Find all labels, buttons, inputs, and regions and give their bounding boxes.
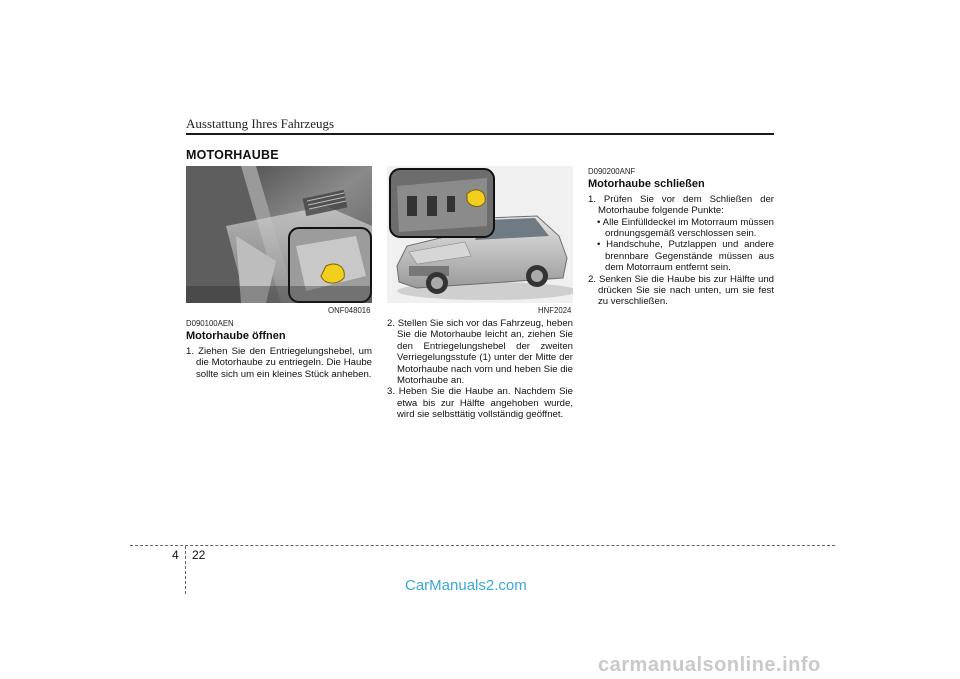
watermark-bottom: carmanualsonline.info: [598, 654, 821, 676]
step-2-close: 2. Senken Sie die Haube bis zur Hälfte und drücken Sie sie nach unten, um sie fest zu verschließen.: [588, 273, 774, 308]
bullet-remove-items: • Handschuhe, Putzlappen und andere brennbare Gegenstände müssen aus dem Motorraum entfernt sein.: [597, 239, 774, 274]
section-title: MOTORHAUBE: [186, 148, 279, 162]
header-rule: [186, 133, 774, 135]
lever-image: [186, 166, 372, 303]
image-label-left: ONF048016: [328, 306, 371, 315]
lever-illustration: [186, 166, 372, 303]
car-image: [387, 166, 573, 303]
column-3: [588, 166, 774, 308]
running-header: Ausstattung Ihres Fahrzeugs: [186, 116, 335, 131]
column-1: [186, 318, 372, 380]
page-number: 22: [192, 548, 206, 562]
footer-rule: [130, 545, 835, 546]
subheading-open-hood: Motorhaube öffnen: [186, 330, 286, 343]
step-3-open: 3. Heben Sie die Haube an. Nachdem Sie etwa bis zur Hälfte angehoben wurde, wird sie selbsttätig vollständig geöffnet.: [387, 386, 573, 421]
step-1-open: 1. Ziehen Sie den Entriegelungshebel, um die Motorhaube zu entriegeln. Die Haube sollte sich um ein kleines Stück anheben.: [186, 345, 372, 380]
chapter-number: 4: [172, 548, 179, 562]
car-illustration: [387, 166, 573, 303]
doc-code: D090100AEN: [186, 319, 234, 328]
image-label-middle: HNF2024: [538, 306, 572, 315]
step-2-open: 2. Stellen Sie sich vor das Fahrzeug, heben Sie die Motorhaube leicht an, ziehen Sie den Entriegelungshebel der zweiten Verriegelungsstufe (1) unter der Mitte der Motorhaube nach vorn und heben Sie die Motorhaube an.: [387, 318, 574, 387]
footer-divider: [185, 546, 186, 594]
subheading-close-hood: Motorhaube schließen: [588, 178, 705, 191]
step-1-close: 1. Prüfen Sie vor dem Schließen der Motorhaube folgende Punkte:: [588, 193, 774, 217]
column-2: [387, 318, 573, 421]
doc-code: D090200ANF: [588, 167, 636, 176]
bullet-filler-caps: • Alle Einfülldeckel im Motorraum müssen ordnungsgemäß verschlossen sein.: [597, 216, 774, 240]
watermark-top: CarManuals2.com: [405, 577, 527, 594]
